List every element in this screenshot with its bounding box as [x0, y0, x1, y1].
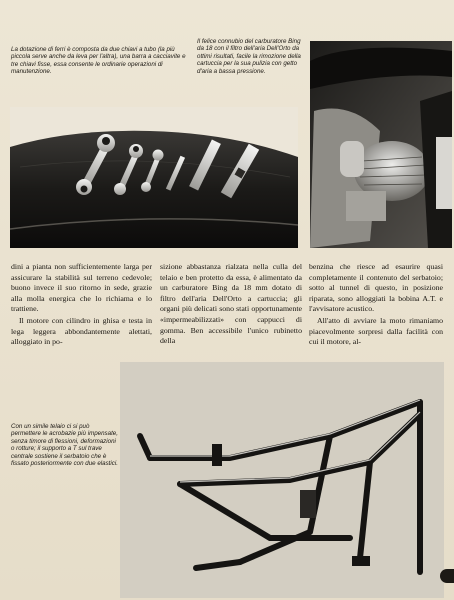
col3-paragraph-1: benzina che riesce ad esaurire quasi completamente il contenuto del serbatoio; sotto al tunnel di questo, in posizione riparata, sono alloggiati la bobina A.T. e l'avvisatore acustico.: [309, 262, 443, 314]
tools-caption: La dotazione di ferri è composta da due chiavi a tubo (la più piccola serve anche da leva per l'altra), una barra a cacciavite e tre chiavi fisse, essa consente le ordinarie operazioni di manutenzione.: [11, 46, 186, 76]
carburetor-caption: Il felice connubio del carburatore Bing da 18 con il filtro dell'aria Dell'Orto da ottimi risultati, facile la rimozione della cartuccia per la sua pulizia con getto d'aria a bassa pressione.: [197, 38, 301, 75]
text-column-3: [309, 262, 443, 348]
col1-paragraph-1: dini a pianta non sufficientemente larga per assicurare la stabilità sul terreno cedevole; buono invece il suo ritorno in sede, grazie alla molla energica che lo richiama e lo trattiene.: [11, 262, 152, 314]
frame-illustration: [120, 362, 444, 598]
col3-paragraph-2: All'atto di avviare la moto rimaniamo piacevolmente sorpresi dalla facilità con cui il motore, al-: [309, 315, 443, 347]
col2-paragraph-1: sizione abbastanza rialzata nella culla del telaio e ben protetto da essa, è alimentato da un carburatore Bing da 18 mm dotato di filtro dell'aria Dell'Orto a cartuccia; gli organi più delicati sono stati opportunamente «impermeabilizzati» con cappucci di gomma. Ben accessibile l'unico rubinetto della: [160, 262, 302, 346]
frame-caption: Con un simile telaio ci si può permettere le acrobazie più impensate, senza timore di flessioni, deformazioni o rotture; il supporto a T sul trave centrale sostiene il serbatoio che è fissato posteriormente con due elastici.: [11, 423, 118, 468]
carburetor-photo: [310, 41, 452, 248]
col1-paragraph-2: Il motore con cilindro in ghisa e testa in lega leggera abbondantemente alettati, alloggiato in po-: [11, 315, 152, 347]
text-column-1: [11, 262, 152, 348]
tools-illustration: [10, 107, 298, 248]
tools-photo: [10, 107, 298, 248]
page-edge-tab: [440, 569, 454, 583]
carburetor-illustration: [310, 41, 452, 248]
frame-photo: [120, 362, 444, 598]
text-column-2: [160, 262, 302, 347]
